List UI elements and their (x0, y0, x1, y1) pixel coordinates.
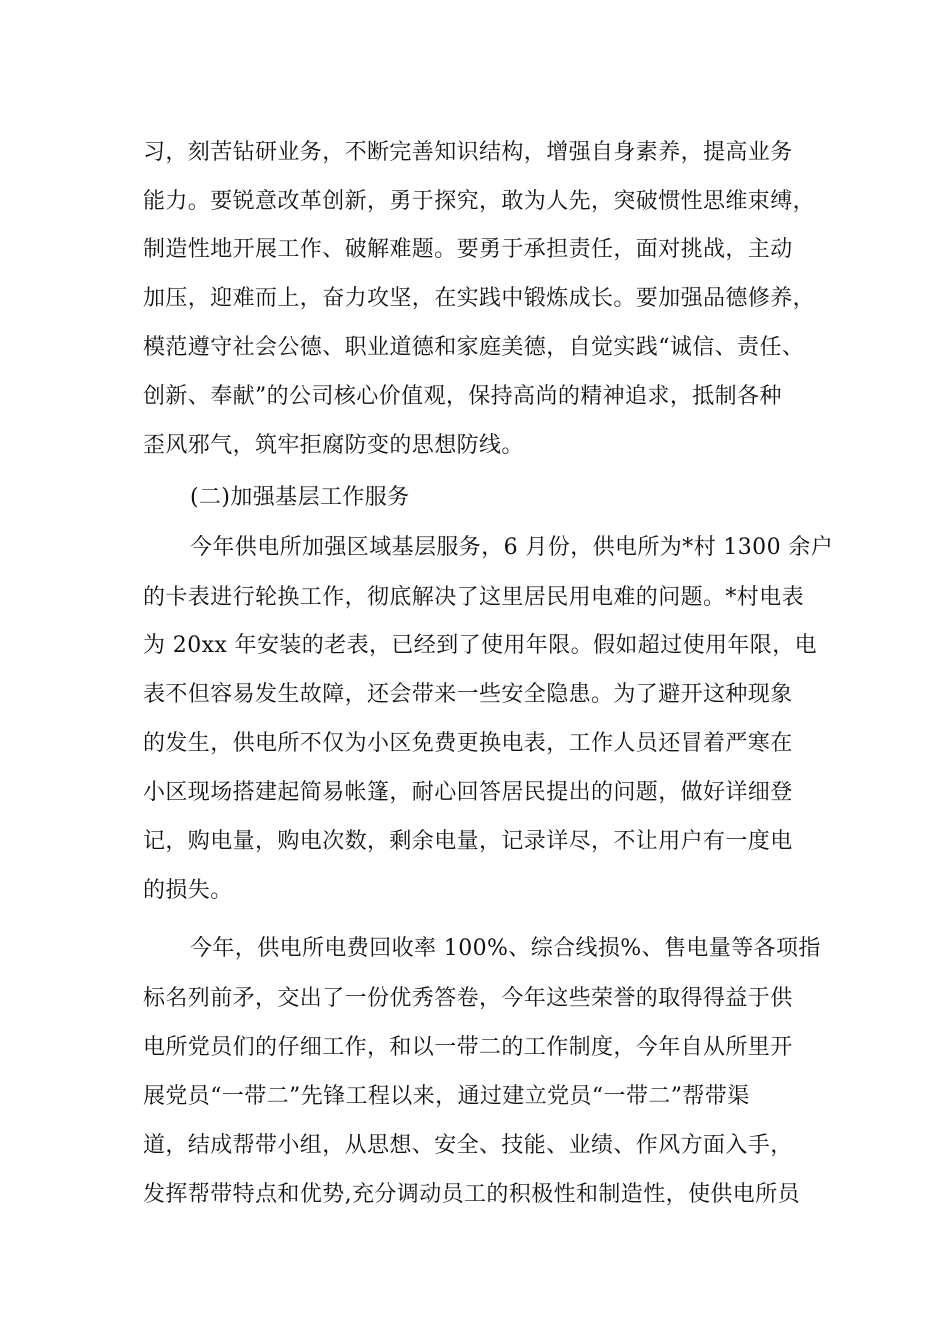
paragraph-2-line: 的卡表进行轮换工作，彻底解决了这里居民用电难的问题。*村电表 (143, 585, 805, 610)
paragraph-2-line: 今年供电所加强区域基层服务，6 月份，供电所为*村 1300 余户 (190, 535, 834, 560)
paragraph-1-line: 习，刻苦钻研业务，不断完善知识结构，增强自身素养，提高业务 (143, 140, 793, 165)
paragraph-2-line: 记，购电量，购电次数，剩余电量，记录详尽，不让用户有一度电 (143, 829, 793, 854)
paragraph-2-line: 表不但容易发生故障，还会带来一些安全隐患。为了避开这种现象 (143, 682, 793, 707)
paragraph-1-line: 模范遵守社会公德、职业道德和家庭美德，自觉实践“诚信、责任、 (143, 335, 805, 360)
section-heading: (二)加强基层工作服务 (190, 485, 410, 510)
paragraph-3-line: 今年，供电所电费回收率 100%、综合线损%、售电量等各项指 (190, 936, 821, 961)
paragraph-1-line: 创新、奉献”的公司核心价值观，保持高尚的精神追求，抵制各种 (143, 384, 782, 409)
paragraph-2-line: 的发生，供电所不仅为小区免费更换电表，工作人员还冒着严寒在 (143, 731, 793, 756)
paragraph-3-line: 电所党员们的仔细工作，和以一带二的工作制度，今年自从所里开 (143, 1035, 793, 1060)
paragraph-1-line: 加压，迎难而上，奋力攻坚，在实践中锻炼成长。要加强品德修养， (143, 286, 816, 311)
paragraph-1-line: 歪风邪气，筑牢拒腐防变的思想防线。 (143, 433, 524, 458)
paragraph-2-line: 的损失。 (143, 878, 233, 903)
paragraph-2-line: 小区现场搭建起简易帐篷，耐心回答居民提出的问题，做好详细登 (143, 780, 793, 805)
paragraph-3-line: 道，结成帮带小组，从思想、安全、技能、业绩、作风方面入手， (143, 1133, 793, 1158)
paragraph-1-line: 制造性地开展工作、破解难题。要勇于承担责任，面对挑战，主动 (143, 237, 793, 262)
paragraph-3-line: 标名列前矛，交出了一份优秀答卷，今年这些荣誉的取得得益于供 (143, 986, 793, 1011)
paragraph-3-line: 展党员“一带二”先锋工程以来，通过建立党员“一带二”帮带渠 (143, 1084, 750, 1109)
paragraph-1-line: 能力。要锐意改革创新，勇于探究，敢为人先，突破惯性思维束缚， (143, 189, 816, 214)
paragraph-3-line: 发挥帮带特点和优势,充分调动员工的积极性和制造性，使供电所员 (143, 1182, 800, 1207)
paragraph-2-line: 为 20xx 年安装的老表，已经到了使用年限。假如超过使用年限，电 (143, 633, 817, 658)
